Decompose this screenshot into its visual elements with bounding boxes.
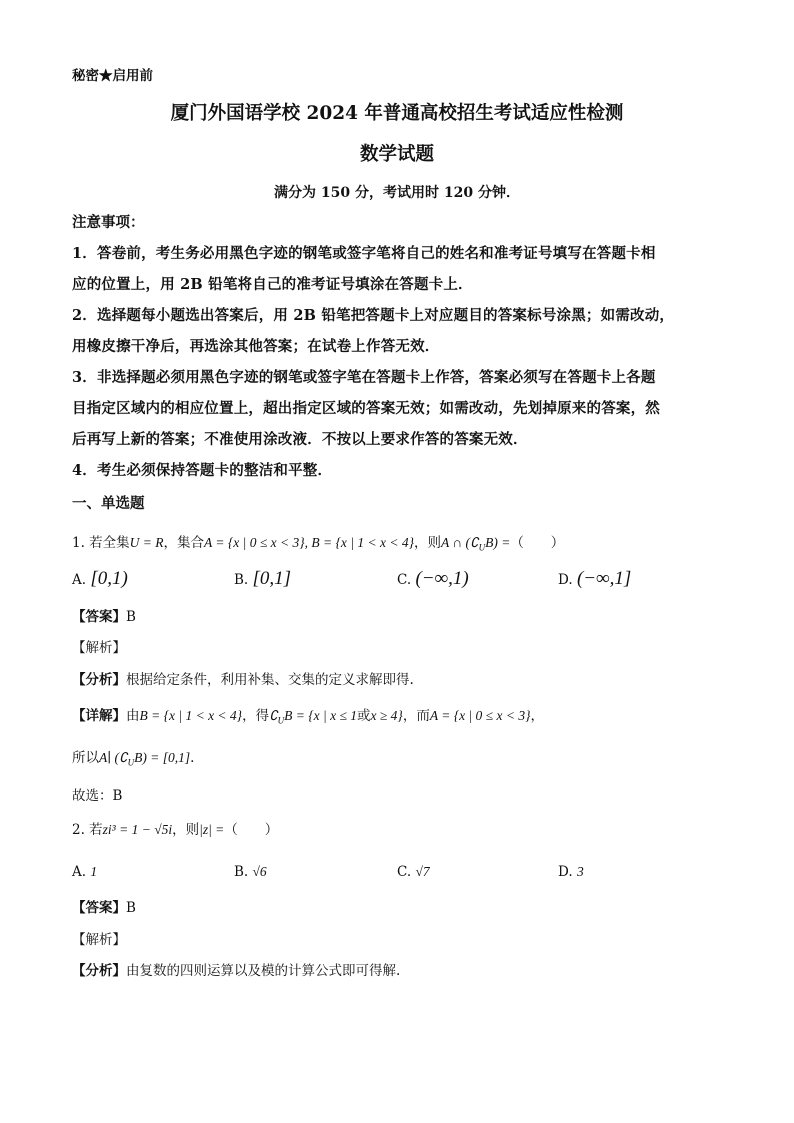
option-a [72, 861, 97, 883]
fenxi-tag: 【分析】 [72, 963, 126, 979]
q2-modulus: |z| = [199, 822, 225, 837]
q1-conclusion [72, 748, 194, 773]
notice-line: 3．非选择题必须用黑色字迹的钢笔或签字笔在答题卡上作答，答案必须写在答题卡上各题 [72, 369, 656, 386]
option-value: (−∞,1] [576, 568, 632, 589]
answer-value: B [126, 609, 136, 625]
option-d [558, 568, 631, 591]
q1-fenxi [72, 670, 414, 690]
notice-heading: 注意事项： [72, 214, 145, 231]
q1-prefix: 1. 若全集 [72, 535, 130, 551]
option-b [234, 568, 291, 591]
option-value: √6 [252, 864, 267, 879]
option-label: C. [397, 864, 412, 880]
exam-subject: 数学试题 [359, 144, 434, 165]
answer-value: B [126, 900, 136, 916]
detail-tag: 【详解】 [72, 708, 126, 724]
option-label: D. [558, 864, 573, 880]
q2-equation: zi³ = 1 − √5i [102, 822, 173, 837]
q1-answer [72, 607, 136, 627]
q2-prefix: 2. 若 [72, 822, 103, 838]
q2-answer [72, 898, 136, 918]
option-a [72, 568, 128, 591]
option-value: (−∞,1) [415, 568, 469, 589]
option-label: A. [72, 572, 87, 588]
so-sub: U [127, 757, 135, 768]
fenxi-text: 根据给定条件，利用补集、交集的定义求解即得. [126, 672, 414, 688]
option-value: √7 [415, 864, 430, 879]
option-label: A. [72, 864, 87, 880]
q1-universal: U = R [129, 535, 164, 550]
detail-text: ，而 [402, 708, 430, 724]
notice-line: 目指定区域内的相应位置上，超出指定区域的答案无效；如需改动，先划掉原来的答案，然 [72, 400, 660, 417]
q1-expr: A ∩ (∁ [440, 535, 479, 550]
question-2-stem [72, 820, 278, 840]
option-value: [0,1) [90, 568, 128, 589]
option-d [558, 861, 584, 883]
score-info: 满分为 150 分，考试用时 120 分钟． [274, 185, 520, 201]
q1-then: ，则 [413, 535, 441, 551]
option-c [397, 568, 469, 591]
notice-line: 2．选择题每小题选出答案后，用 2B 铅笔把答题卡上对应题目的答案标号涂黑；如需改动， [72, 307, 675, 324]
option-label: C. [397, 572, 412, 588]
q1-mid: ，集合 [163, 535, 205, 551]
detail-complement-set: B = {x | x ≤ 1 [284, 708, 358, 723]
detail-text: ， [530, 708, 544, 724]
option-value: 1 [90, 864, 98, 879]
option-label: B. [234, 864, 249, 880]
fenxi-tag: 【分析】 [72, 672, 126, 688]
q2-analysis-tag: 【解析】 [72, 932, 126, 948]
so-expr: A∣ (∁ [99, 750, 128, 765]
exam-title: 厦门外国语学校 2024 年普通高校招生考试适应性检测 [170, 103, 624, 124]
option-b [234, 861, 267, 883]
q1-blank: （ ） [510, 535, 565, 551]
q1-choose: 故选：B [72, 788, 123, 804]
secret-label: 秘密★启用前 [72, 68, 153, 84]
q2-blank: （ ） [224, 822, 279, 838]
so-dot: . [190, 750, 195, 766]
detail-text: ，得 [242, 708, 270, 724]
answer-tag: 【答案】 [72, 609, 126, 625]
notice-line: 1．答卷前，考生务必用黑色字迹的钢笔或签字笔将自己的姓名和准考证号填写在答题卡相 [72, 245, 656, 262]
fenxi-text: 由复数的四则运算以及模的计算公式即可得解. [126, 963, 401, 979]
so-end: B) = [0,1] [134, 750, 191, 765]
notice-line: 后再写上新的答案；不准使用涂改液．不按以上要求作答的答案无效． [72, 431, 528, 448]
q2-mid: ，则 [172, 822, 200, 838]
q1-analysis-tag: 【解析】 [72, 640, 126, 656]
detail-set-a: A = {x | 0 ≤ x < 3} [429, 708, 531, 723]
option-c [397, 861, 430, 883]
section-title: 一、单选题 [72, 495, 145, 512]
q1-sets: A = {x | 0 ≤ x < 3}, B = {x | 1 < x < 4} [204, 535, 414, 550]
answer-tag: 【答案】 [72, 900, 126, 916]
option-value: 3 [576, 864, 584, 879]
q1-expr-end: B) = [485, 535, 511, 550]
option-label: B. [234, 572, 249, 588]
detail-text: 由 [126, 708, 140, 724]
detail-or: 或 [357, 708, 371, 724]
q1-expr-sub: U [478, 542, 486, 553]
detail-complement: ∁ [269, 708, 278, 723]
detail-complement-sub: U [277, 715, 285, 726]
notice-line: 用橡皮擦干净后，再选涂其他答案；在试卷上作答无效． [72, 338, 440, 355]
so-prefix: 所以 [72, 750, 99, 766]
notice-line: 4．考生必须保持答题卡的整洁和平整． [72, 462, 333, 479]
question-1-stem [72, 533, 564, 558]
option-label: D. [558, 572, 573, 588]
detail-complement-end: x ≥ 4} [370, 708, 403, 723]
q2-fenxi [72, 961, 400, 981]
notice-line: 应的位置上，用 2B 铅笔将自己的准考证号填涂在答题卡上． [72, 276, 473, 293]
q1-detail [72, 706, 544, 731]
detail-set-b: B = {x | 1 < x < 4} [139, 708, 243, 723]
option-value: [0,1] [252, 568, 292, 589]
